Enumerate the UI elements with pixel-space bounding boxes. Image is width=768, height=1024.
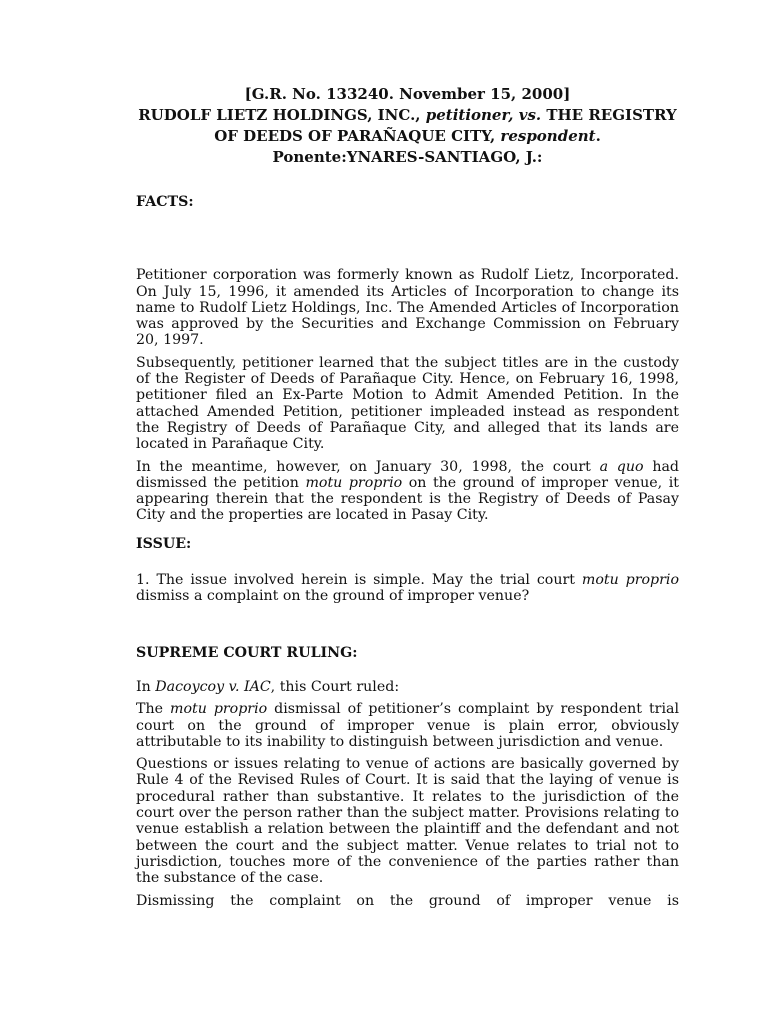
- case-parties: [136, 105, 679, 147]
- respondent-name: THE REGISTRY OF DEEDS OF PARAÑAQUE CITY,: [214, 106, 677, 145]
- issue-heading: ISSUE:: [136, 535, 192, 552]
- text-run: In the meantime, however, on January 30, 1998, the court: [136, 458, 600, 475]
- text-run: on the ground of improper venue, it appearing therein that the respondent is the Registry of Deeds of Pasay City and the properties are located in Pasay City.: [136, 474, 679, 524]
- italic-run: motu proprio: [170, 701, 268, 718]
- petitioner-role: petitioner: [425, 106, 509, 124]
- case-header: [136, 84, 679, 168]
- ponente: Ponente:YNARES-SANTIAGO, J.:: [272, 148, 543, 166]
- text-run: dismiss a complaint on the ground of improper venue?: [136, 588, 530, 605]
- respondent-role: respondent: [500, 127, 596, 145]
- facts-paragraph-2: Subsequently, petitioner learned that the subject titles are in the custody of the Register of Deeds of Parañaque City. Hence, on February 16, 1998, petitioner filed an Ex-Parte Motion to Admit Amended Petition. In the attached Amended Petition, petitioner impleaded instead as respondent the Registry of Deeds of Parañaque City, and alleged that its lands are located in Parañaque City.: [136, 354, 679, 453]
- facts-paragraph-3: [136, 459, 679, 524]
- text-run: In: [136, 678, 156, 695]
- italic-run: a quo: [599, 458, 644, 475]
- versus-label: , vs.: [508, 106, 542, 124]
- italic-run: motu proprio: [305, 474, 403, 491]
- text-run: , this Court ruled:: [270, 678, 400, 695]
- case-number: [G.R. No. 133240. November 15, 2000]: [244, 85, 571, 103]
- facts-paragraph-1: Petitioner corporation was formerly known as Rudolf Lietz, Incorporated. On July 15, 1996, it amended its Articles of Incorporation to change its name to Rudolf Lietz Holdings, Inc. The Amended Articles of Incorporation was approved by the Securities and Exchange Commission on February 20, 1997.: [136, 267, 679, 349]
- parties-end: .: [595, 127, 601, 145]
- ruling-paragraph-1: [136, 701, 679, 750]
- ruling-intro: [136, 679, 679, 695]
- ruling-paragraph-2: Questions or issues relating to venue of actions are basically governed by Rule 4 of the Revised Rules of Court. It is said that the laying of venue is procedural rather than substantive. It relates to the jurisdiction of the court over the person rather than the subject matter. Provisions relating to venue establish a relation between the plaintiff and the defendant and not between the court and the subject matter. Venue relates to trial not to jurisdiction, touches more of the convenience of the parties rather than the substance of the case.: [136, 756, 679, 887]
- text-run: had dismissed the petition: [136, 458, 679, 491]
- issue-question: [136, 572, 679, 605]
- facts-heading: FACTS:: [136, 194, 194, 210]
- italic-run: motu proprio: [581, 572, 679, 589]
- document-page: [136, 84, 679, 909]
- petitioner-name: RUDOLF LIETZ HOLDINGS, INC.,: [138, 106, 426, 124]
- text-run: 1. The issue involved herein is simple. May the trial court: [136, 572, 582, 589]
- text-run: dismissal of petitioner’s complaint by respondent trial court on the ground of improper venue is plain error, obviously attributable to its inability to distinguish between jurisdiction and venue.: [136, 701, 679, 750]
- text-run: The: [136, 701, 170, 718]
- italic-run: Dacoycoy v. IAC: [155, 678, 271, 695]
- ruling-heading: SUPREME COURT RULING:: [136, 644, 358, 661]
- ruling-paragraph-3: Dismissing the complaint on the ground of improper venue is: [136, 892, 679, 909]
